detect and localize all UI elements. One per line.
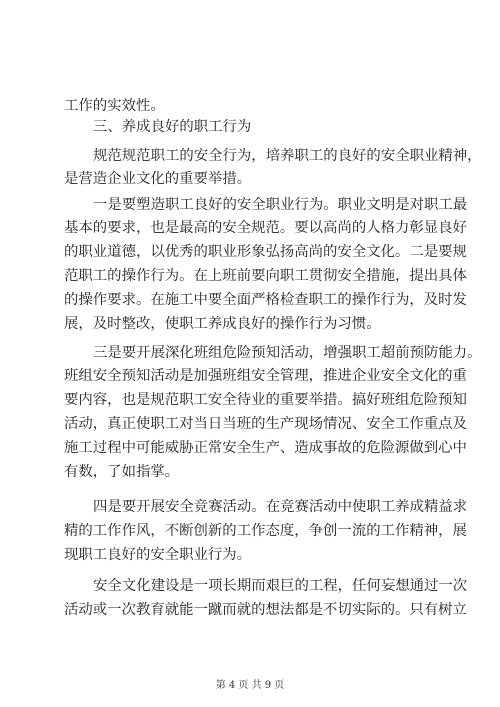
text-line: 展，及时整改，使职工养成良好的操作行为习惯。: [64, 316, 381, 332]
page-number: 第 4 页 共 9 页: [215, 680, 285, 691]
text-line: 规范规范职工的安全行为，培养职工的良好的安全职业精神，: [93, 148, 482, 164]
text-line: 安全文化建设是一项长期而艰巨的工程，任何妄想通过一次: [93, 578, 468, 594]
text-line: 是营造企业文化的重要举措。: [64, 171, 252, 187]
text-line: 要内容，也是规范职工安全待业的重要举措。搞好班组危险预知: [64, 392, 467, 408]
text-line: 有数，了如指掌。: [64, 464, 180, 480]
text-line: 三是要开展深化班组危险预知活动，增强职工超前预防能力。: [93, 345, 482, 361]
text-line: 精的工作作风，不断创新的工作态度，争创一流的工作精神，展: [64, 523, 467, 539]
text-line: 四是要开展安全竞赛活动。在竞赛活动中使职工养成精益求: [93, 499, 468, 515]
text-line: 施工过程中可能威胁正常安全生产、造成事故的危险源做到心中: [64, 440, 467, 456]
text-line: 基本的要求，也是最高的安全规范。要以高尚的人格力彰显良好: [64, 220, 467, 236]
text-line: 一是要塑造职工良好的安全职业行为。职业文明是对职工最: [93, 197, 468, 213]
text-line: 现职工良好的安全职业行为。: [64, 547, 252, 563]
text-line: 工作的实效性。: [64, 98, 165, 114]
section-heading: 三、养成良好的职工行为: [93, 119, 252, 135]
text-line: 的操作要求。在施工中要全面严格检查职工的操作行为，及时发: [64, 292, 467, 308]
text-line: 活动，真正使职工对当日当班的生产现场情况、安全工作重点及: [64, 416, 467, 432]
text-line: 的职业道德，以优秀的职业形象弘扬高尚的安全文化。二是要规: [64, 244, 467, 260]
text-line: 班组安全预知活动是加强班组安全管理，推进企业安全文化的重: [64, 368, 467, 384]
text-line: 范职工的操作行为。在上班前要向职工贯彻安全措施，提出具体: [64, 268, 467, 284]
text-line: 活动或一次教育就能一蹴而就的想法都是不切实际的。只有树立: [64, 602, 467, 618]
